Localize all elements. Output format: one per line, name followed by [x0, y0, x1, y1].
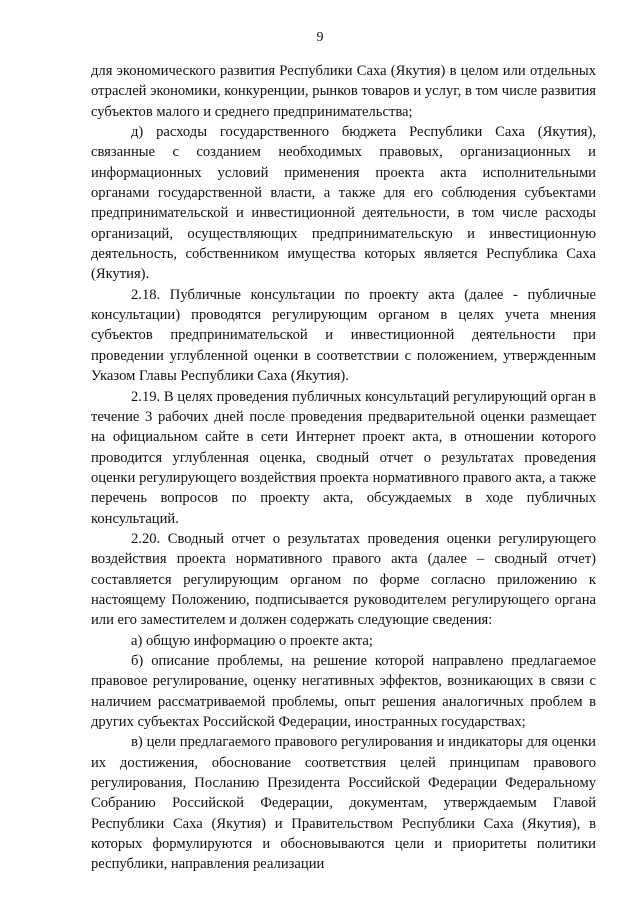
body-text	[91, 61, 596, 875]
paragraph-2-18: 2.18. Публичные консультации по проекту акта (далее - публичные консультации) проводятся регулирующим органом в целях учета мнения субъектов предпринимательской и инвестиционной деятельности при проведении углубленной оценки в соответствии с положением, утвержденным Указом Главы Республики Саха (Якутия).	[91, 286, 596, 385]
paragraph-item-a: а) общую информацию о проекте акта;	[131, 632, 373, 649]
paragraph-item-d: д) расходы государственного бюджета Республики Саха (Якутия), связанные с созданием необходимых правовых, организационных и информационных условий применения проекта акта исполнительными органами государственной власти, а также для его соблюдения субъектами предпринимательской и инвестиционной деятельности, в том числе расходы организаций, осуществляющих предпринимательскую и инвестиционную деятельность, собственником имущества которых является Республика Саха (Якутия).	[91, 124, 596, 283]
paragraph-2-19: 2.19. В целях проведения публичных консультаций регулирующий орган в течение 3 рабочих дней после проведения предварительной оценки размещает на официальном сайте в сети Интернет проект акта, в отношении которого проводится углубленная оценка, сводный отчет о результатах проведения оценки регулирующего воздействия проекта нормативного правого акта, а также перечень вопросов по проекту акта, обсуждаемых в ходе публичных консультаций.	[91, 388, 596, 527]
page-number: 9	[316, 30, 324, 45]
paragraph-2-20: 2.20. Сводный отчет о результатах проведения оценки регулирующего воздействия проекта нормативного правого акта (далее – сводный отчет) составляется регулирующим органом по форме согласно приложению к настоящему Положению, подписывается руководителем регулирующего органа или его заместителем и должен содержать следующие сведения:	[91, 530, 596, 629]
paragraph-continuation: для экономического развития Республики Саха (Якутия) в целом или отдельных отраслей экономики, конкуренции, рынков товаров и услуг, в том числе развития субъектов малого и среднего предпринимательства;	[91, 63, 596, 120]
paragraph-item-b: б) описание проблемы, на решение которой направлено предлагаемое правовое регулирование, оценку негативных эффектов, возникающих в связи с наличием рассматриваемой проблемы, опыт решения аналогичных проблем в других субъектах Российской Федерации, иностранных государствах;	[91, 652, 596, 730]
paragraph-item-v: в) цели предлагаемого правового регулирования и индикаторы для оценки их достижения, обоснование соответствия целей принципам правового регулирования, Посланию Президента Российской Федерации Федеральному Собранию Российской Федерации, документам, утверждаемым Главой Республики Саха (Якутия) и Правительством Республики Саха (Якутия), в которых формулируются и обосновываются цели и приоритеты политики республики, направления реализации	[91, 734, 596, 873]
